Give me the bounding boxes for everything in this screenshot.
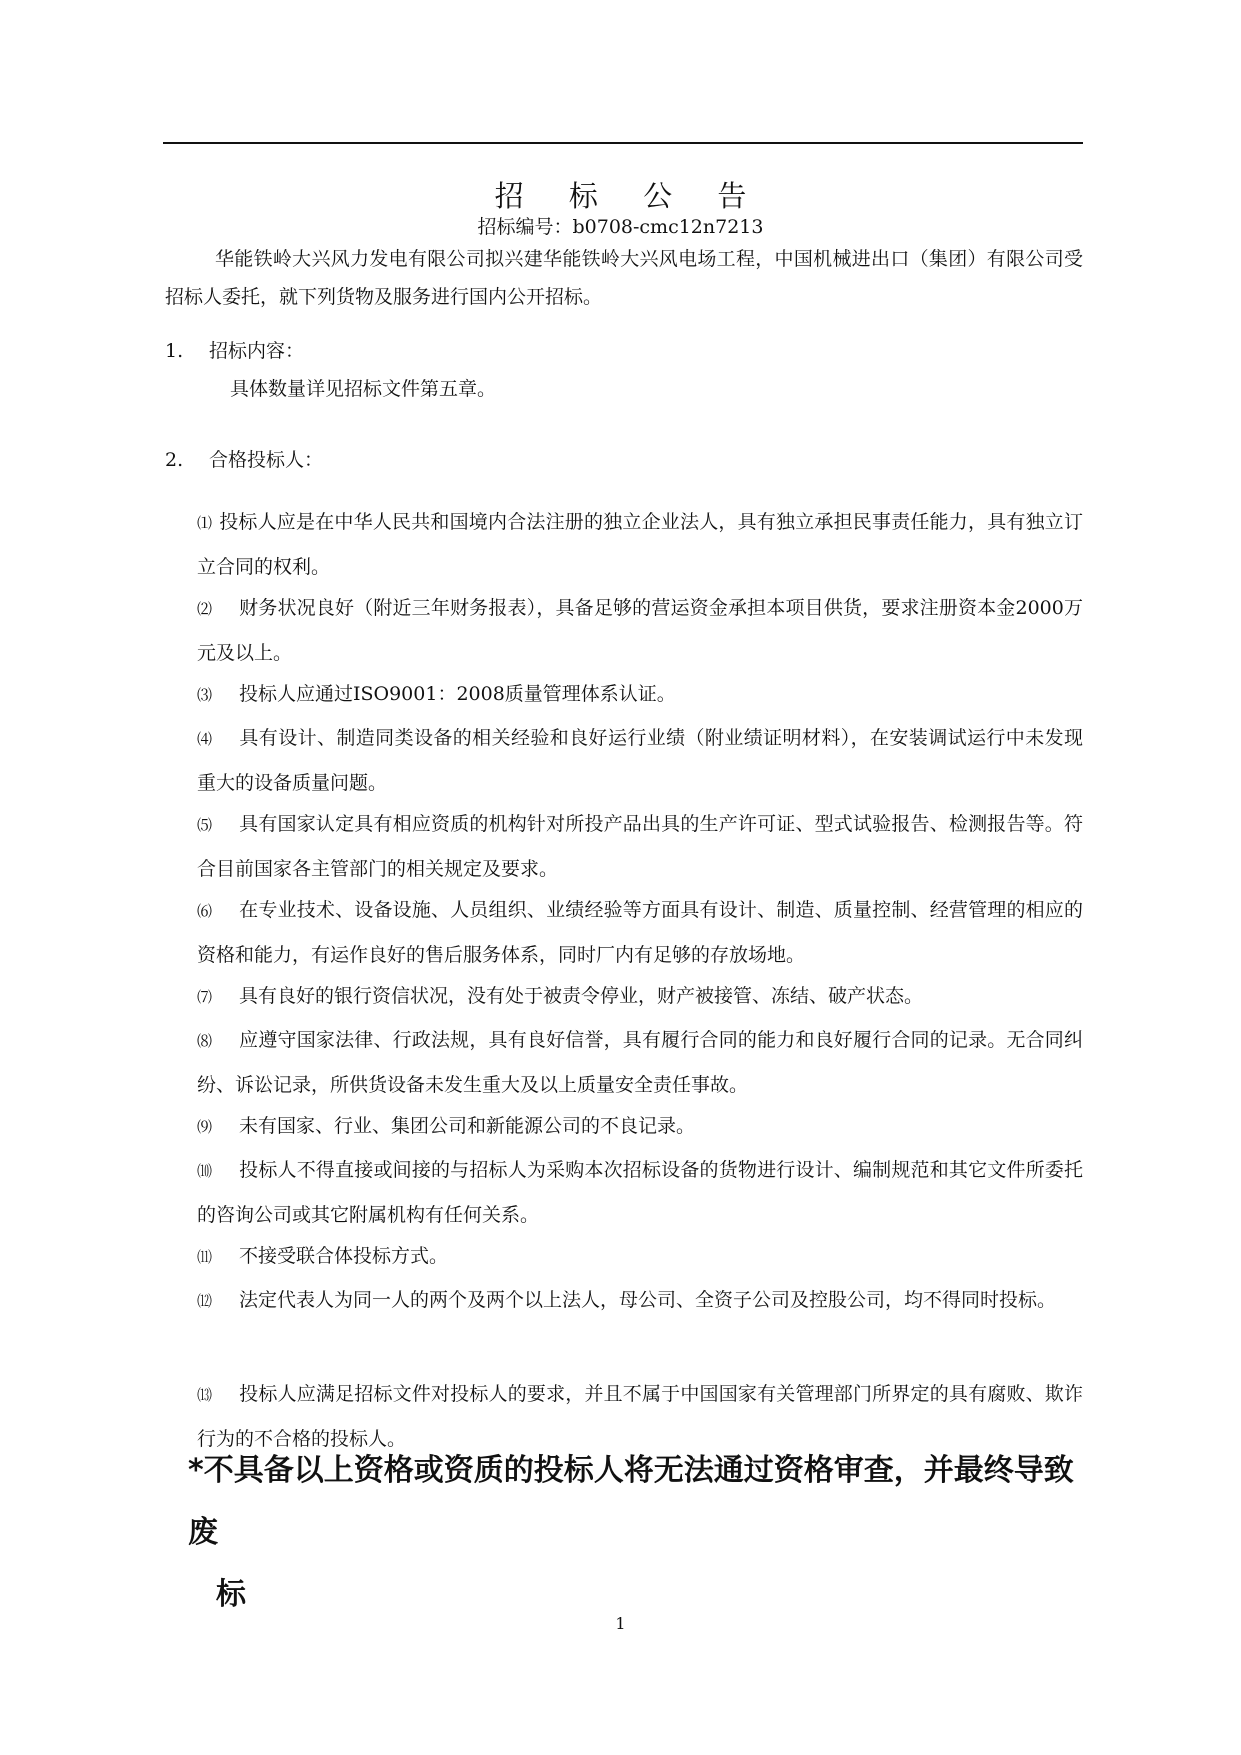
- item-marker: ⑵: [197, 600, 213, 618]
- item-marker: ⑴: [197, 514, 213, 532]
- item-marker: ⑸: [197, 816, 213, 834]
- item-text: 投标人不得直接或间接的与招标人为采购本次招标设备的货物进行设计、编制规范和其它文件所委托的咨询公司或其它附属机构有任何关系。: [197, 1159, 1083, 1226]
- item-marker: ⑿: [197, 1292, 213, 1310]
- item-text: 应遵守国家法律、行政法规，具有良好信誉，具有履行合同的能力和良好履行合同的记录。无合同纠纷、诉讼记录，所供货设备未发生重大及以上质量安全责任事故。: [197, 1029, 1083, 1096]
- notice-line-2: 标: [216, 1577, 246, 1612]
- item-marker: ⑻: [197, 1032, 213, 1050]
- list-item: [197, 716, 1083, 805]
- list-item: [197, 672, 1083, 717]
- item-text: 具有国家认定具有相应资质的机构针对所投产品出具的生产许可证、型式试验报告、检测报告等。符合目前国家各主管部门的相关规定及要求。: [197, 813, 1083, 880]
- item-text: 不接受联合体投标方式。: [239, 1245, 449, 1267]
- item-text: 在专业技术、设备设施、人员组织、业绩经验等方面具有设计、制造、质量控制、经营管理的相应的资格和能力，有运作良好的售后服务体系，同时厂内有足够的存放场地。: [197, 899, 1083, 966]
- item-text: 法定代表人为同一人的两个及两个以上法人，母公司、全资子公司及控股公司，均不得同时投标。: [239, 1289, 1057, 1311]
- item-text: 未有国家、行业、集团公司和新能源公司的不良记录。: [239, 1115, 696, 1137]
- item-text: 具有设计、制造同类设备的相关经验和良好运行业绩（附业绩证明材料），在安装调试运行中未发现重大的设备质量问题。: [197, 727, 1083, 794]
- item-text: 投标人应是在中华人民共和国境内合法注册的独立企业法人，具有独立承担民事责任能力，具有独立订立合同的权利。: [197, 511, 1083, 578]
- item-text: 具有良好的银行资信状况，没有处于被责令停业，财产被接管、冻结、破产状态。: [239, 985, 924, 1007]
- section-2-title: 合格投标人：: [209, 449, 324, 471]
- item-marker: ⑾: [197, 1248, 213, 1266]
- item-text: 财务状况良好（附近三年财务报表），具备足够的营运资金承担本项目供货，要求注册资本金2000万元及以上。: [197, 597, 1083, 664]
- item-text: 投标人应满足招标文件对投标人的要求，并且不属于中国国家有关管理部门所界定的具有腐败、欺诈行为的不合格的投标人。: [197, 1383, 1083, 1450]
- page-number: 1: [615, 1614, 626, 1633]
- item-marker: ⑷: [197, 730, 213, 748]
- header-rule: [163, 142, 1083, 144]
- page-title: 招 标 公 告: [494, 179, 765, 213]
- list-item: [197, 1104, 1083, 1149]
- intro-paragraph: 华能铁岭大兴风力发电有限公司拟兴建华能铁岭大兴风电场工程，中国机械进出口（集团）有限公司受招标人委托，就下列货物及服务进行国内公开招标。: [165, 248, 1083, 308]
- list-item: [197, 500, 1083, 589]
- section-1-title: 招标内容：: [209, 340, 305, 362]
- list-item: [197, 888, 1083, 977]
- disqualification-notice: [188, 1440, 1088, 1626]
- list-item: [197, 974, 1083, 1019]
- item-marker: ⑶: [197, 686, 213, 704]
- list-item: [197, 1148, 1083, 1237]
- section-2-number: 2.: [165, 449, 184, 471]
- section-1-body: 具体数量详见招标文件第五章。: [230, 378, 497, 400]
- section-2-heading: [165, 445, 323, 475]
- item-marker: ⒀: [197, 1386, 213, 1404]
- section-1-heading: [165, 336, 304, 366]
- list-item: [197, 1234, 1083, 1279]
- tender-number: 招标编号：b0708-cmc12n7213: [477, 216, 764, 238]
- item-marker: ⑽: [197, 1162, 213, 1180]
- item-marker: ⑼: [197, 1118, 213, 1136]
- list-item: [197, 1278, 1083, 1323]
- notice-line-1: *不具备以上资格或资质的投标人将无法通过资格审查，并最终导致废: [188, 1453, 1074, 1550]
- item-marker: ⑺: [197, 988, 213, 1006]
- item-text: 投标人应通过ISO9001：2008质量管理体系认证。: [239, 683, 676, 705]
- item-marker: ⑹: [197, 902, 213, 920]
- list-item: [197, 1018, 1083, 1107]
- section-1-number: 1.: [165, 340, 184, 362]
- list-item: [197, 802, 1083, 891]
- list-item: [197, 586, 1083, 675]
